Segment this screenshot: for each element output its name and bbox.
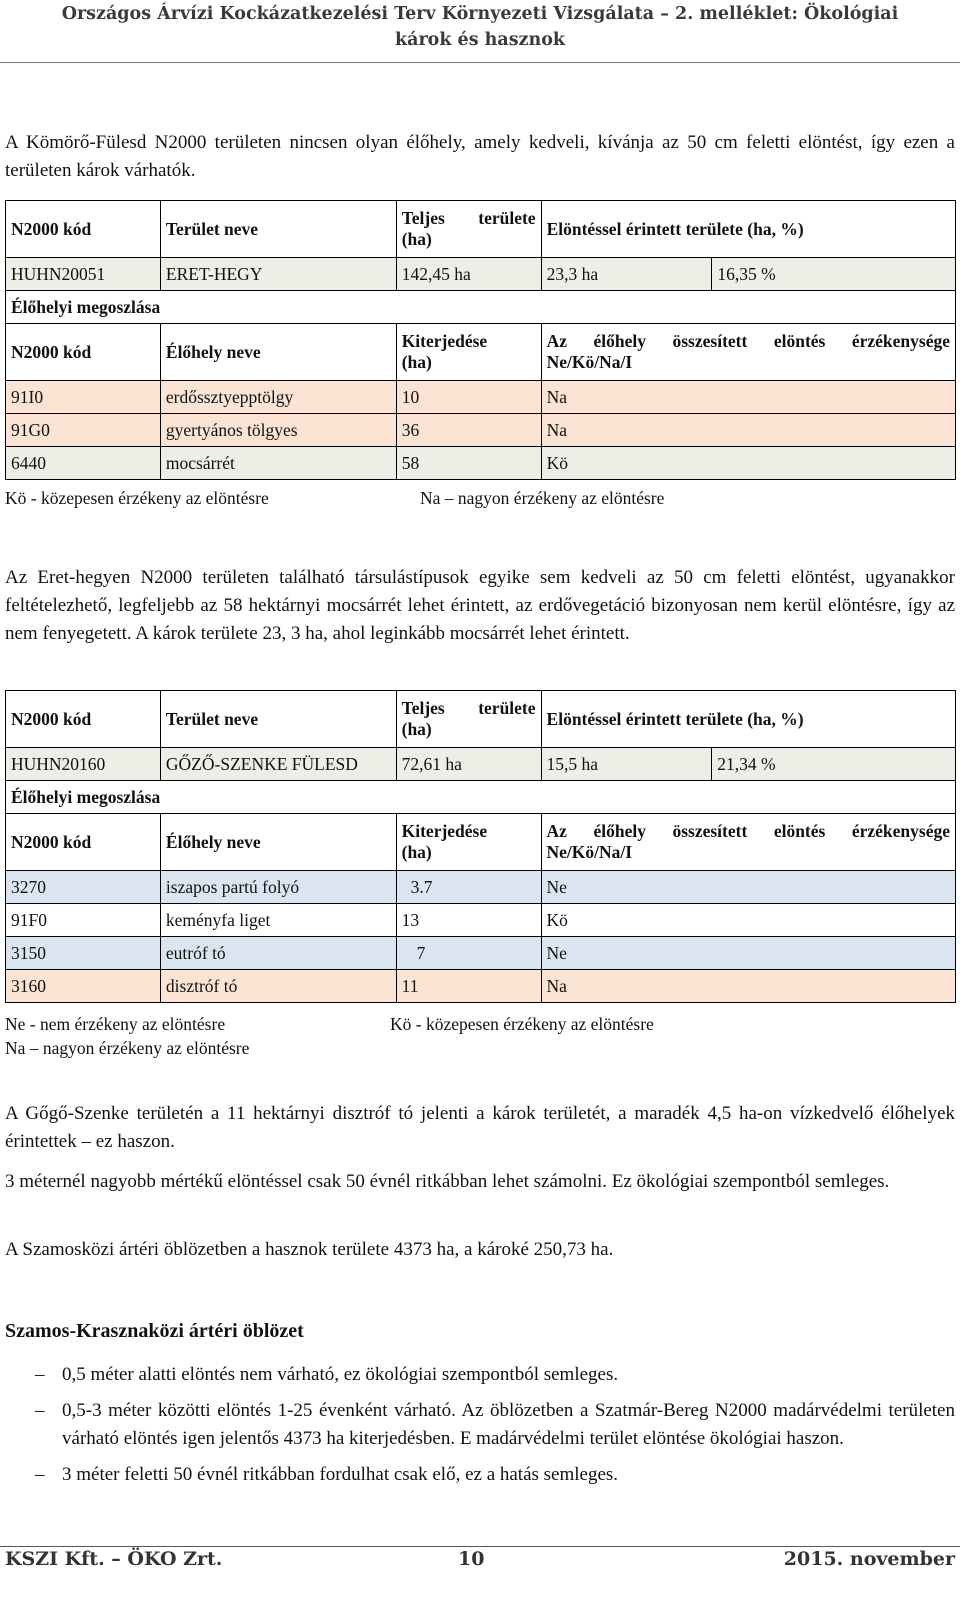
- habitat-sensitivity: Kö: [541, 447, 955, 480]
- section-heading: Szamos-Krasznaközi ártéri öblözet: [5, 1320, 304, 1342]
- habitat-header-row: [6, 814, 956, 871]
- habitat-name: mocsárrét: [160, 447, 396, 480]
- footer-company: KSZI Kft. – ÖKO Zrt.: [5, 1548, 223, 1570]
- habitat-row: [6, 871, 956, 904]
- habitat-sensitivity: Na: [541, 381, 955, 414]
- site-flood-pct: 21,34 %: [712, 748, 956, 781]
- gozo-szenke-table: [5, 690, 956, 1003]
- habitat-header-extent: Kiterjedése (ha): [396, 814, 541, 871]
- eret-hegy-table: [5, 200, 956, 480]
- site-row: [6, 258, 956, 291]
- legend-ne: Ne - nem érzékeny az elöntésre: [5, 1014, 226, 1034]
- habitat-sensitivity: Kö: [541, 904, 955, 937]
- habitat-extent: 10: [396, 381, 541, 414]
- legend-ko: Kö - közepesen érzékeny az elöntésre: [5, 488, 269, 508]
- col-header-code: N2000 kód: [6, 691, 161, 748]
- legend-na: Na – nagyon érzékeny az elöntésre: [5, 1038, 250, 1058]
- distribution-label: Élőhelyi megoszlása: [6, 781, 956, 814]
- footer-date: 2015. november: [783, 1548, 955, 1570]
- legend-ko: Kö - közepesen érzékeny az elöntésre: [390, 1014, 654, 1034]
- habitat-extent: 36: [396, 414, 541, 447]
- habitat-row: [6, 970, 956, 1003]
- site-flood-ha: 15,5 ha: [541, 748, 712, 781]
- habitat-row: [6, 904, 956, 937]
- col-header-code: N2000 kód: [6, 201, 161, 258]
- table-header-row: [6, 201, 956, 258]
- habitat-sensitivity: Na: [541, 970, 955, 1003]
- col-header-name: Terület neve: [160, 691, 396, 748]
- habitat-header-name: Élőhely neve: [160, 324, 396, 381]
- szamoskozi-paragraph: A Szamosközi ártéri öblözetben a hasznok területe 4373 ha, a károké 250,73 ha.: [5, 1239, 614, 1260]
- habitat-name: disztróf tó: [160, 970, 396, 1003]
- table-header-row: [6, 691, 956, 748]
- eret-hegy-paragraph: Az Eret-hegyen N2000 területen található társulástípusok egyike sem kedveli az 50 cm feletti elöntést, ugyanakkor feltételezhető, legfeljebb az 58 hektárnyi mocsárrét lehet érintett, az erdővegetáció bizonyosan nem kerül elöntésre, így az nem fenyegetett. A károk területe 23, 3 ha, ahol leginkább mocsárrét lehet érintett.: [5, 567, 955, 644]
- habitat-code: 91F0: [6, 904, 161, 937]
- intro-paragraph: A Kömörő-Fülesd N2000 területen nincsen olyan élőhely, amely kedveli, kívánja az 50 cm feletti elöntést, így ezen a területen károk várhatók.: [5, 132, 955, 181]
- three-meter-paragraph: 3 méternél nagyobb mértékű elöntéssel csak 50 évnél ritkábban lehet számolni. Ez ökológiai szempontból semleges.: [5, 1171, 890, 1192]
- habitat-name: gyertyános tölgyes: [160, 414, 396, 447]
- habitat-code: 6440: [6, 447, 161, 480]
- site-code: HUHN20160: [6, 748, 161, 781]
- col-header-total: Teljes területe (ha): [396, 691, 541, 748]
- list-item: – 0,5 méter alatti elöntés nem várható, ez ökológiai szempontból semleges.: [35, 1364, 619, 1385]
- site-row: [6, 748, 956, 781]
- site-name: GŐZŐ-SZENKE FÜLESD: [160, 748, 396, 781]
- habitat-header-code: N2000 kód: [6, 324, 161, 381]
- habitat-sensitivity: Na: [541, 414, 955, 447]
- list-item: – 0,5-3 méter közötti elöntés 1-25 évenként várható. Az öblözetben a Szatmár-Bereg N2000 madárvédelmi területen várható elöntés igen jelentős 4373 ha kiterjedésben. E madárvédelmi terület elöntése ökológiai haszon.: [35, 1400, 955, 1449]
- habitat-sensitivity: Ne: [541, 871, 955, 904]
- habitat-name: iszapos partú folyó: [160, 871, 396, 904]
- habitat-code: 3160: [6, 970, 161, 1003]
- site-total: 72,61 ha: [396, 748, 541, 781]
- habitat-extent: 3.7: [396, 871, 541, 904]
- habitat-row: [6, 937, 956, 970]
- habitat-code: 3150: [6, 937, 161, 970]
- bullet-list: [5, 1361, 955, 1497]
- distribution-label: Élőhelyi megoszlása: [6, 291, 956, 324]
- habitat-header-sensitivity: Az élőhely összesített elöntés érzékenysége Ne/Kö/Na/I: [541, 814, 955, 871]
- habitat-header-name: Élőhely neve: [160, 814, 396, 871]
- header-line-2: károk és hasznok: [394, 30, 566, 50]
- col-header-flooded: Elöntéssel érintett területe (ha, %): [541, 691, 955, 748]
- habitat-extent: 58: [396, 447, 541, 480]
- habitat-extent: 13: [396, 904, 541, 937]
- habitat-header-extent: Kiterjedése (ha): [396, 324, 541, 381]
- habitat-header-sensitivity: Az élőhely összesített elöntés érzékenysége Ne/Kö/Na/I: [541, 324, 955, 381]
- col-header-name: Terület neve: [160, 201, 396, 258]
- habitat-code: 3270: [6, 871, 161, 904]
- habitat-extent: 7: [396, 937, 541, 970]
- site-code: HUHN20051: [6, 258, 161, 291]
- col-header-total: Teljes területe (ha): [396, 201, 541, 258]
- site-flood-pct: 16,35 %: [712, 258, 956, 291]
- header-divider: [0, 62, 960, 63]
- habitat-row: [6, 414, 956, 447]
- distribution-label-row: [6, 291, 956, 324]
- habitat-row: [6, 447, 956, 480]
- habitat-header-row: [6, 324, 956, 381]
- habitat-code: 91G0: [6, 414, 161, 447]
- gogo-szenke-paragraph: A Gőgő-Szenke területén a 11 hektárnyi disztróf tó jelenti a károk területét, a maradék 4,5 ha-on vízkedvelő élőhelyek érintettek – ez haszon.: [5, 1103, 955, 1152]
- header-line-1: Országos Árvízi Kockázatkezelési Terv Környezeti Vizsgálata – 2. melléklet: Ökológiai: [61, 4, 899, 24]
- page-number: 10: [458, 1548, 485, 1570]
- habitat-code: 91I0: [6, 381, 161, 414]
- list-item: – 3 méter feletti 50 évnél ritkábban fordulhat csak elő, ez a hatás semleges.: [35, 1464, 619, 1485]
- col-header-flooded: Elöntéssel érintett területe (ha, %): [541, 201, 955, 258]
- habitat-sensitivity: Ne: [541, 937, 955, 970]
- habitat-name: keményfa liget: [160, 904, 396, 937]
- habitat-name: erdőssztyepptölgy: [160, 381, 396, 414]
- page-header: [0, 0, 960, 53]
- habitat-name: eutróf tó: [160, 937, 396, 970]
- habitat-row: [6, 381, 956, 414]
- habitat-header-code: N2000 kód: [6, 814, 161, 871]
- legend-na: Na – nagyon érzékeny az elöntésre: [420, 488, 665, 508]
- habitat-extent: 11: [396, 970, 541, 1003]
- site-total: 142,45 ha: [396, 258, 541, 291]
- site-flood-ha: 23,3 ha: [541, 258, 712, 291]
- distribution-label-row: [6, 781, 956, 814]
- site-name: ERET-HEGY: [160, 258, 396, 291]
